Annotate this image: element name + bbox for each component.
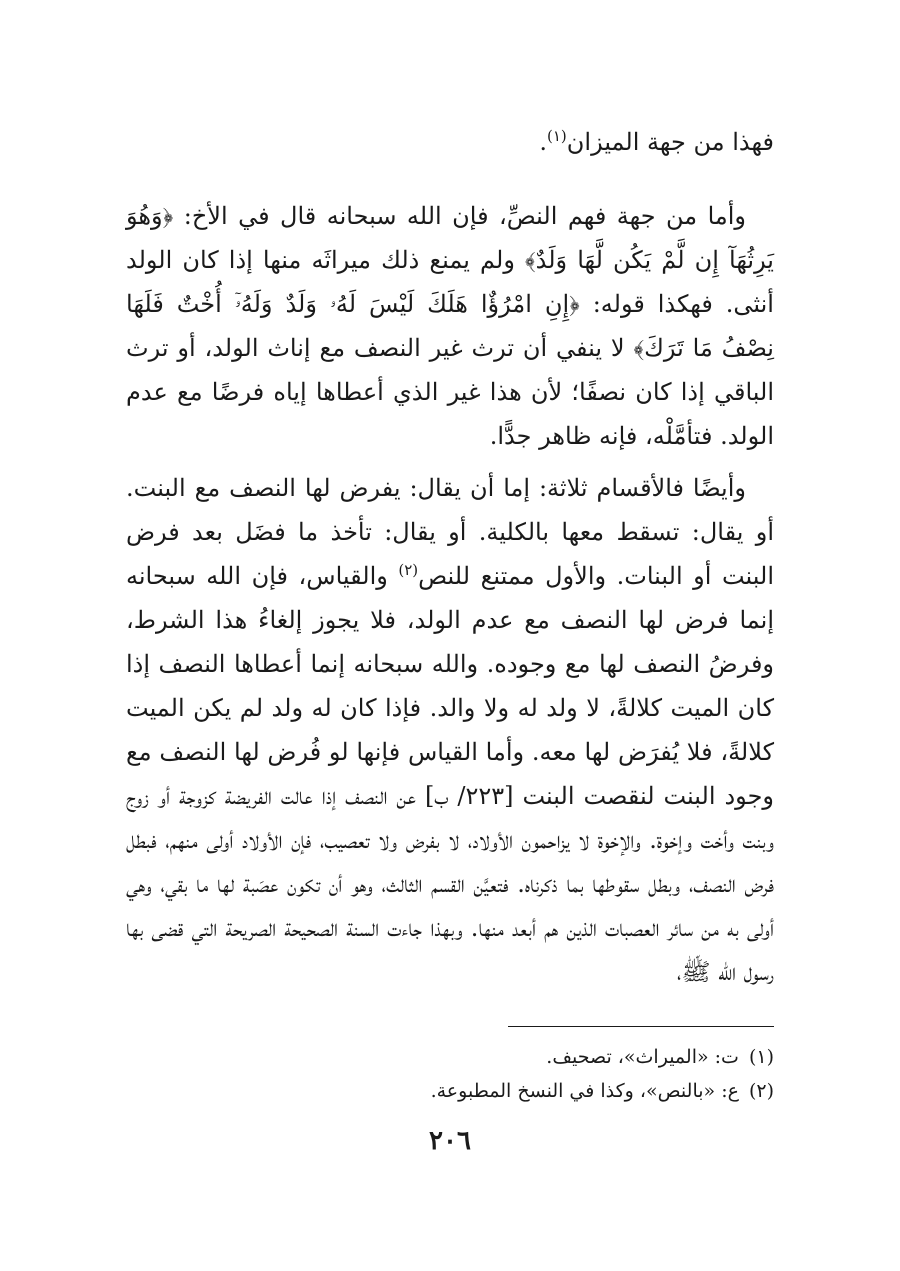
paragraph-3-text-b: والقياس، فإن الله سبحانه إنما فرض لها النصف مع عدم الولد، فلا يجوز إلغاءُ هذا الشرط، وفرضُ النصف لها مع وجوده. والله سبحانه إنما أعطاها النصف إذا كان الميت كلالةً، لا ولد له ولا والد. فإذا كان له ولد لم يكن الميت كلالةً، فلا يُفرَض لها معه. وأما القياس فإنها لو فُرض لها النصف مع وجود البنت لنقصت البنت [٢٢٣/ ب] عن النصف إذا عالت الفريضة كزوجة أو زوج وبنت وأخت وإخوة. والإخوة لا يزاحمون الأولاد، لا بفرض ولا تعصيب، فإن الأولاد أولى منهم، فبطل فرض النصف، وبطل سقوطها بما ذكرناه. فتعيَّن القسم الثالث، وهو أن تكون عصَبة لها ما بقي، وهي أولى به من سائر العصبات الذين هم أبعد منها. وبهذا جاءت السنة الصحيحة الصريحة التي قضى بها رسول الله ﷺ، [126, 562, 774, 986]
paragraph-3 [126, 466, 774, 994]
quran-verse-1: ﴿وَهُوَ يَرِثُهَآ إِن لَّمْ يَكُن لَّهَا وَلَدٌ﴾ [126, 202, 774, 274]
footnote-text: ت: «الميراث»، تصحيف. [546, 1046, 739, 1068]
paragraph-2-text-c: لا ينفي أن ترث غير النصف مع إناث الولد، أو ترث الباقي إذا كان نصفًا؛ لأن هذا غير الذي أعطاها إياه فرضًا مع عدم الولد. فتأمَّلْه، فإنه ظاهر جدًّا. [126, 334, 774, 450]
footnote-text: ع: «بالنص»، وكذا في النسخ المطبوعة. [430, 1080, 739, 1102]
footnote-number: (١) [748, 1046, 774, 1068]
footnotes [126, 1040, 774, 1108]
paragraph-1-end: . [539, 128, 547, 156]
paragraph-2-text-b: ولم يمنع ذلك ميراثَه منها إذا كان الولد أنثى. فهكذا قوله: [126, 246, 774, 318]
paragraph-1 [126, 120, 774, 164]
footnote-2 [126, 1074, 774, 1108]
paragraph-3-text-a: وأيضًا فالأقسام ثلاثة: إما أن يقال: يفرض لها النصف مع البنت. أو يقال: تسقط معها بالكلية. أو يقال: تأخذ ما فضَل بعد فرض البنت أو البنات. والأول ممتنع للنص [126, 474, 775, 590]
paragraph-2-text-a: وأما من جهة فهم النصِّ، فإن الله سبحانه قال في الأخ: [173, 202, 746, 230]
footnote-ref-1: (١) [547, 127, 567, 145]
footnote-1 [126, 1040, 774, 1074]
paragraph-2 [126, 194, 774, 458]
quran-verse-2: ﴿إِنِ امْرُؤٌا هَلَكَ لَيْسَ لَهُۥ وَلَدٌ وَلَهُۥٓ أُخْتٌ فَلَهَا نِصْفُ مَا تَرَكَ﴾ [126, 290, 774, 362]
page-number: ٢٠٦ [429, 1126, 471, 1156]
main-text [126, 120, 774, 1002]
footnote-number: (٢) [748, 1080, 774, 1102]
paragraph-1-text: فهذا من جهة الميزان [566, 128, 774, 156]
footnote-divider [508, 1026, 774, 1027]
footnote-ref-2: (٢) [398, 561, 419, 579]
